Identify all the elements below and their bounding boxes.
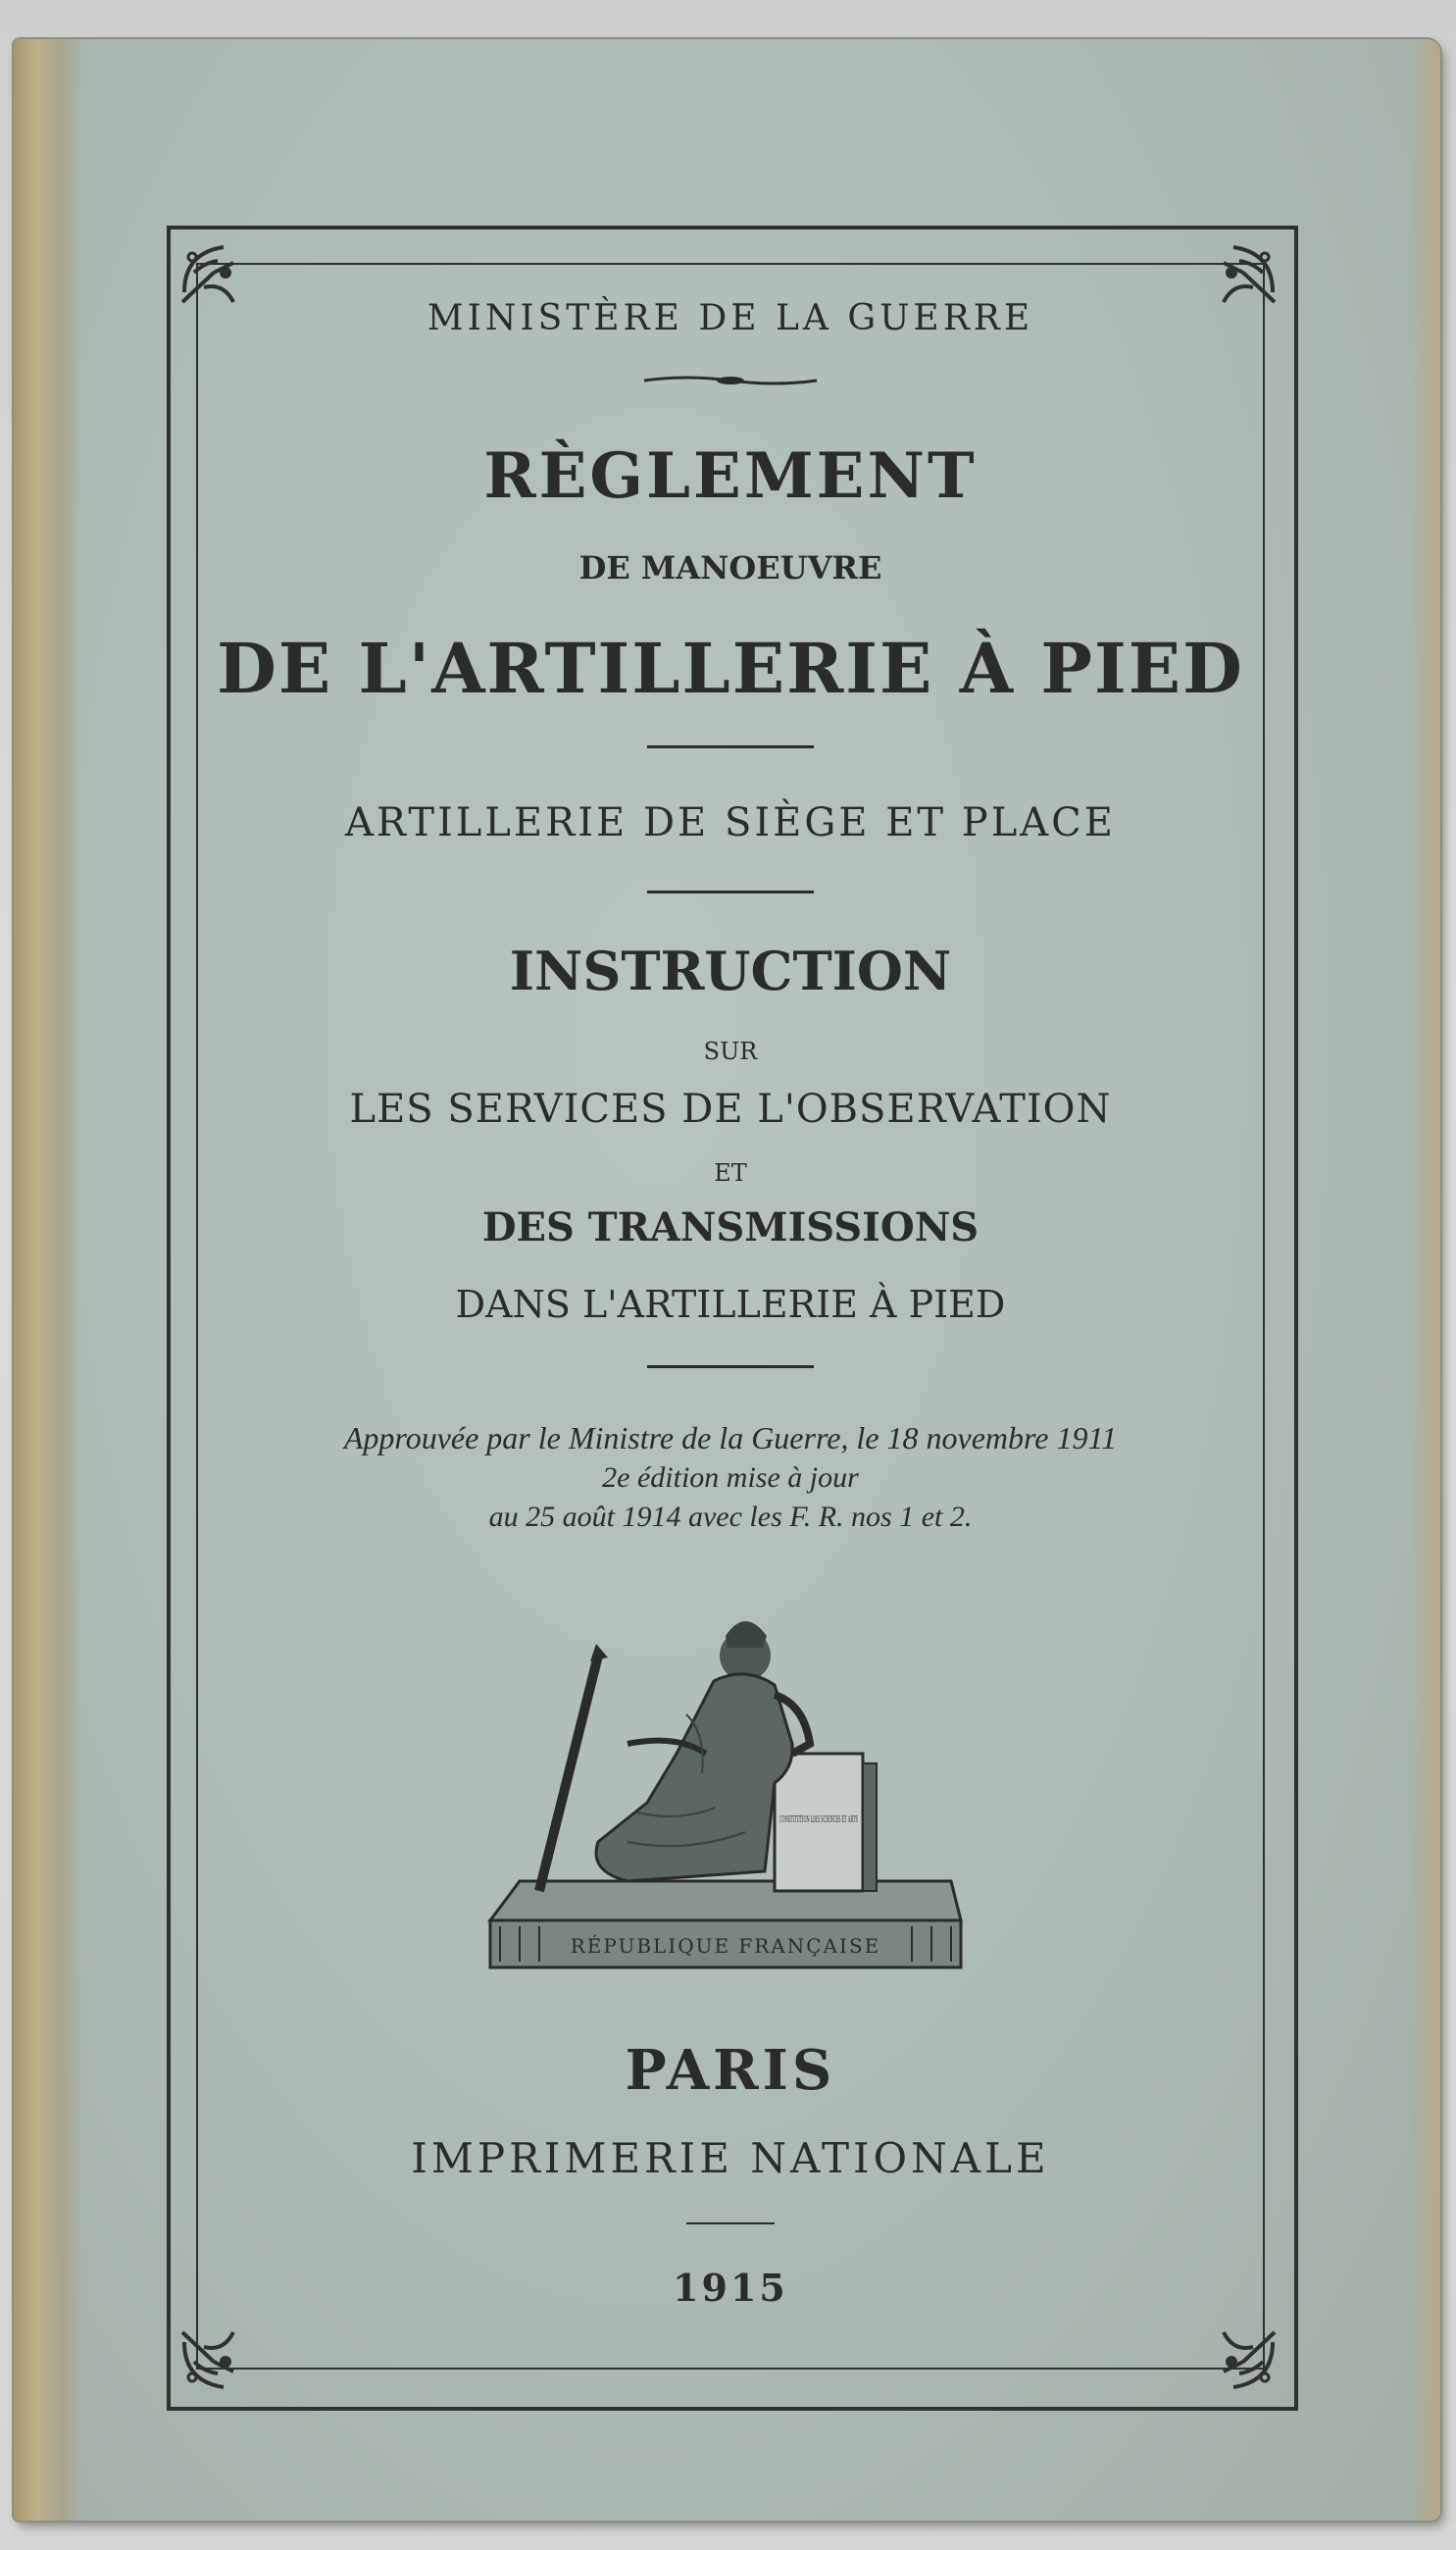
ministry-header: MINISTÈRE DE LA GUERRE <box>427 298 1034 338</box>
book-spine <box>14 39 82 2521</box>
divider-rule <box>647 891 814 893</box>
title-reglement: RÈGLEMENT <box>483 439 978 513</box>
printer-label: IMPRIMERIE NATIONALE <box>411 2134 1050 2182</box>
approval-line-1: Approuvée par le Ministre de la Guerre, le 18 novembre 1911 <box>343 1420 1118 1455</box>
subtitle-siege-et-place: ARTILLERIE DE SIÈGE ET PLACE <box>345 800 1116 845</box>
ornamental-rule-icon <box>642 373 819 388</box>
sur-label: SUR <box>703 1038 758 1065</box>
republic-emblem <box>480 1597 971 1979</box>
divider-rule <box>647 745 814 748</box>
transmissions-line: DES TRANSMISSIONS <box>481 1204 979 1250</box>
emblem-book-text: CONSTITUTION LOIS SCIENCES ET ARTS <box>779 1815 858 1825</box>
divider-rule <box>647 1365 814 1368</box>
services-line: LES SERVICES DE L'OBSERVATION <box>349 1087 1112 1132</box>
city-label: PARIS <box>625 2038 836 2103</box>
et-label: ET <box>714 1159 747 1187</box>
divider-rule <box>686 2222 775 2224</box>
instruction-heading: INSTRUCTION <box>509 940 952 1002</box>
dans-line: DANS L'ARTILLERIE À PIED <box>455 1283 1006 1326</box>
emblem-plinth-text: RÉPUBLIQUE FRANÇAISE <box>570 1934 881 1958</box>
approval-line-3: au 25 août 1914 avec les F. R. nos 1 et 2. <box>488 1501 973 1533</box>
cover-edge <box>1411 39 1440 2521</box>
title-artillerie-a-pied: DE L'ARTILLERIE À PIED <box>217 628 1244 709</box>
approval-line-2: 2e édition mise à jour <box>602 1461 859 1494</box>
year-label: 1915 <box>673 2266 788 2310</box>
title-de-manoeuvre: DE MANOEUVRE <box>578 549 882 586</box>
